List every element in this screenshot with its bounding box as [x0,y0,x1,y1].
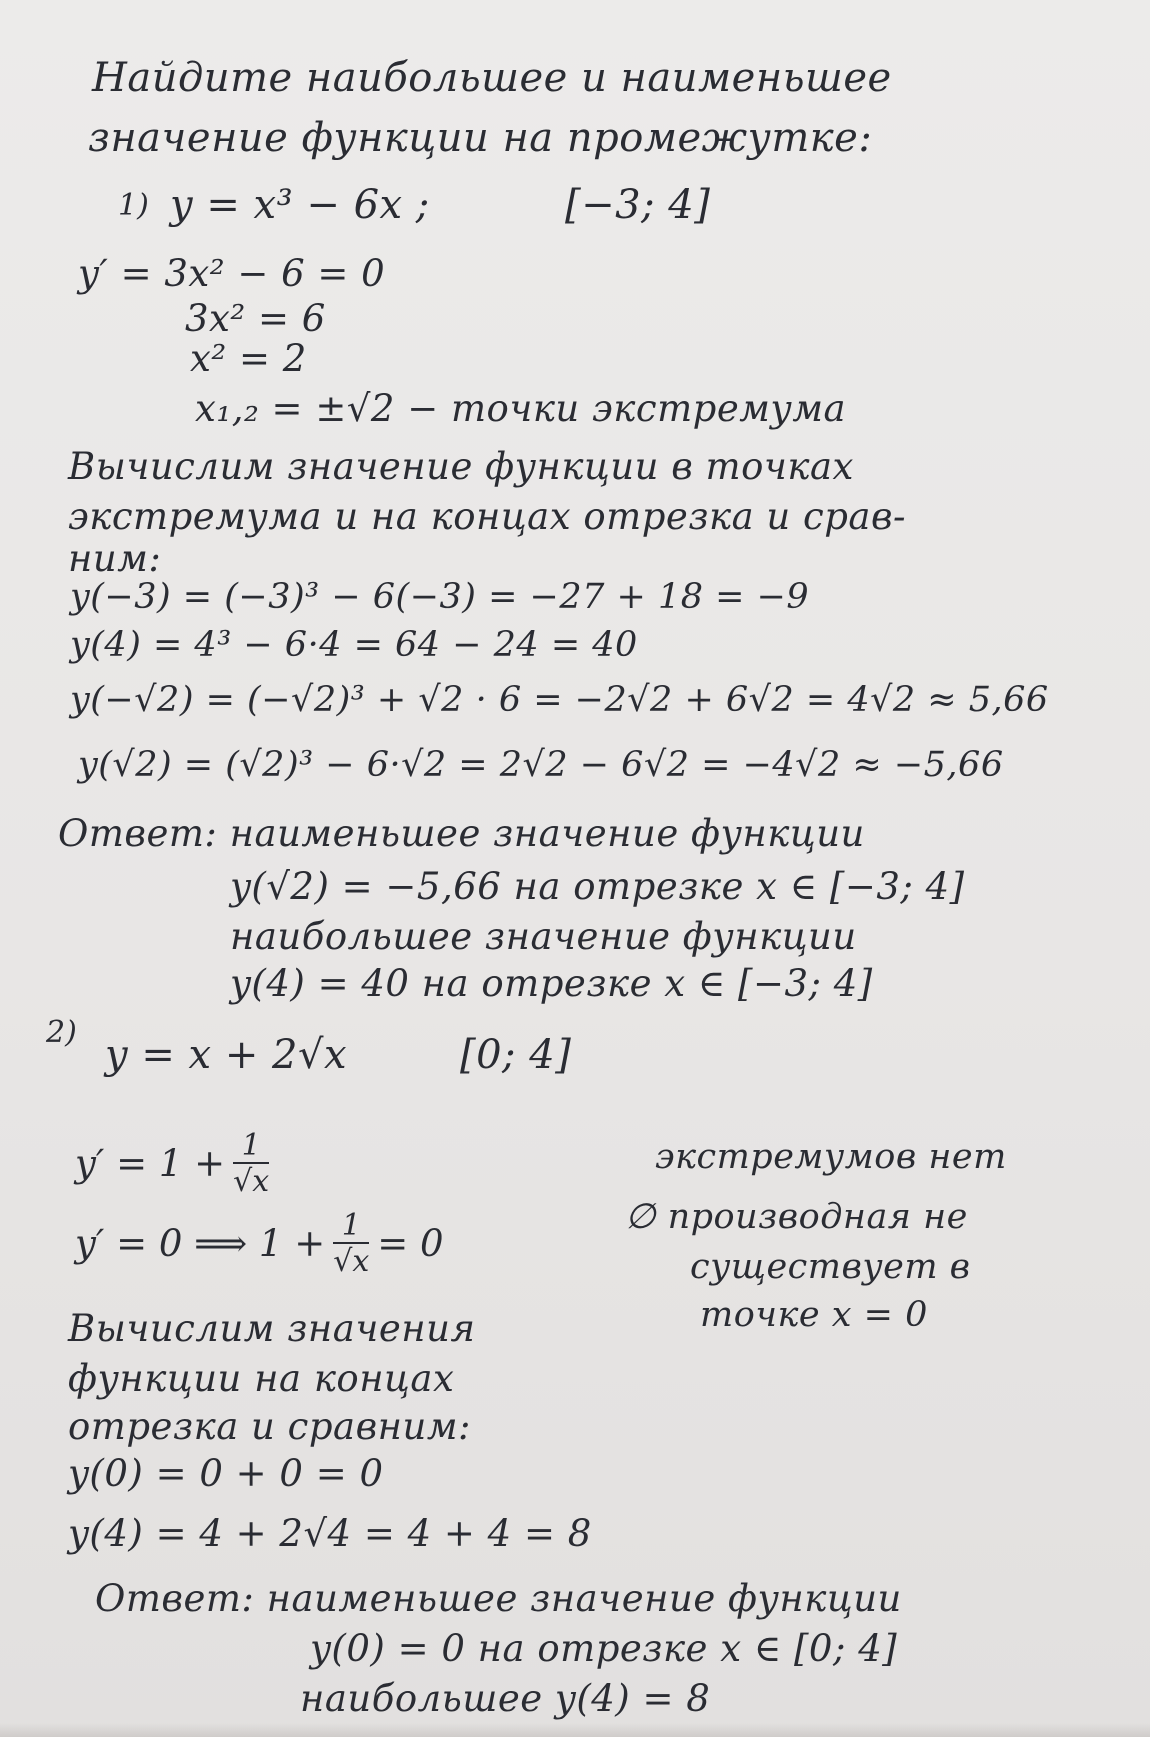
compute-line-3: ним: [68,537,162,580]
value-y-0: y(0) = 0 + 0 = 0 [68,1452,384,1495]
extremum-points: x₁,₂ = ±√2 − точки экстремума [195,387,847,430]
derivative-2-numerator: 1 [241,1128,261,1163]
page-shadow-edge [0,1723,1150,1737]
task-title-line-2: значение функции на промежутке: [88,115,873,161]
derivative-2-prefix: y′ = 1 + [75,1142,226,1185]
derivative-line-2: 3x² = 6 [185,297,326,340]
derivative-2-fraction [233,1130,269,1197]
answer-2-line-3: наибольшее y(4) = 8 [300,1677,711,1720]
compute-line-2: экстремума и на концах отрезка и срав- [68,495,907,538]
problem-2-number: 2) [46,1015,77,1050]
compute-line-1: Вычислим значение функции в точках [68,445,854,488]
problem-2-function: y = x + 2√x [105,1032,348,1078]
derivative-2-zero-fraction [333,1210,369,1277]
value-y-4-second: y(4) = 4 + 2√4 = 4 + 4 = 8 [68,1512,592,1555]
note-line-3: существует в [690,1247,971,1287]
value-y-minus-sqrt2: y(−√2) = (−√2)³ + √2 · 6 = −2√2 + 6√2 = 4√2 ≈ 5,66 [70,680,1049,720]
answer-1-line-4: y(4) = 40 на отрезке x ∈ [−3; 4] [230,962,873,1005]
note-line-1: экстремумов нет [655,1137,1007,1177]
task-title-line-1: Найдите наибольшее и наименьшее [92,55,892,101]
derivative-2-denominator: √x [233,1163,270,1199]
answer-1-line-1: Ответ: наименьшее значение функции [58,812,865,855]
derivative-line-1: y′ = 3x² − 6 = 0 [78,252,386,295]
derivative-2-zero-suffix: = 0 [377,1222,444,1265]
answer-2-line-2: y(0) = 0 на отрезке x ∈ [0; 4] [310,1627,898,1670]
answer-1-line-3: наибольшее значение функции [230,915,857,958]
compute-2-line-3: отрезка и сравним: [68,1405,471,1448]
compute-2-line-1: Вычислим значения [68,1307,476,1350]
derivative-line-3: x² = 2 [190,337,307,380]
problem-1-interval: [−3; 4] [565,182,711,228]
compute-2-line-2: функции на концах [68,1357,455,1400]
derivative-2-zero [75,1210,444,1277]
derivative-2-zero-denominator: √x [333,1243,370,1279]
answer-1-line-2: y(√2) = −5,66 на отрезке x ∈ [−3; 4] [230,865,965,908]
note-line-2: ∅ производная не [625,1197,968,1237]
value-y-4: y(4) = 4³ − 6·4 = 64 − 24 = 40 [70,625,638,665]
note-line-4: точке x = 0 [700,1295,928,1335]
derivative-2 [75,1130,277,1197]
derivative-2-zero-numerator: 1 [341,1208,361,1243]
derivative-2-zero-prefix: y′ = 0 ⟹ 1 + [75,1222,326,1265]
answer-2-line-1: Ответ: наименьшее значение функции [95,1577,902,1620]
problem-1-function: y = x³ − 6x ; [170,182,430,228]
problem-1-number: 1) [118,188,149,223]
value-y-sqrt2: y(√2) = (√2)³ − 6·√2 = 2√2 − 6√2 = −4√2 ≈ −5,66 [78,745,1004,785]
value-y-minus-3: y(−3) = (−3)³ − 6(−3) = −27 + 18 = −9 [70,577,810,617]
problem-2-interval: [0; 4] [460,1032,572,1078]
